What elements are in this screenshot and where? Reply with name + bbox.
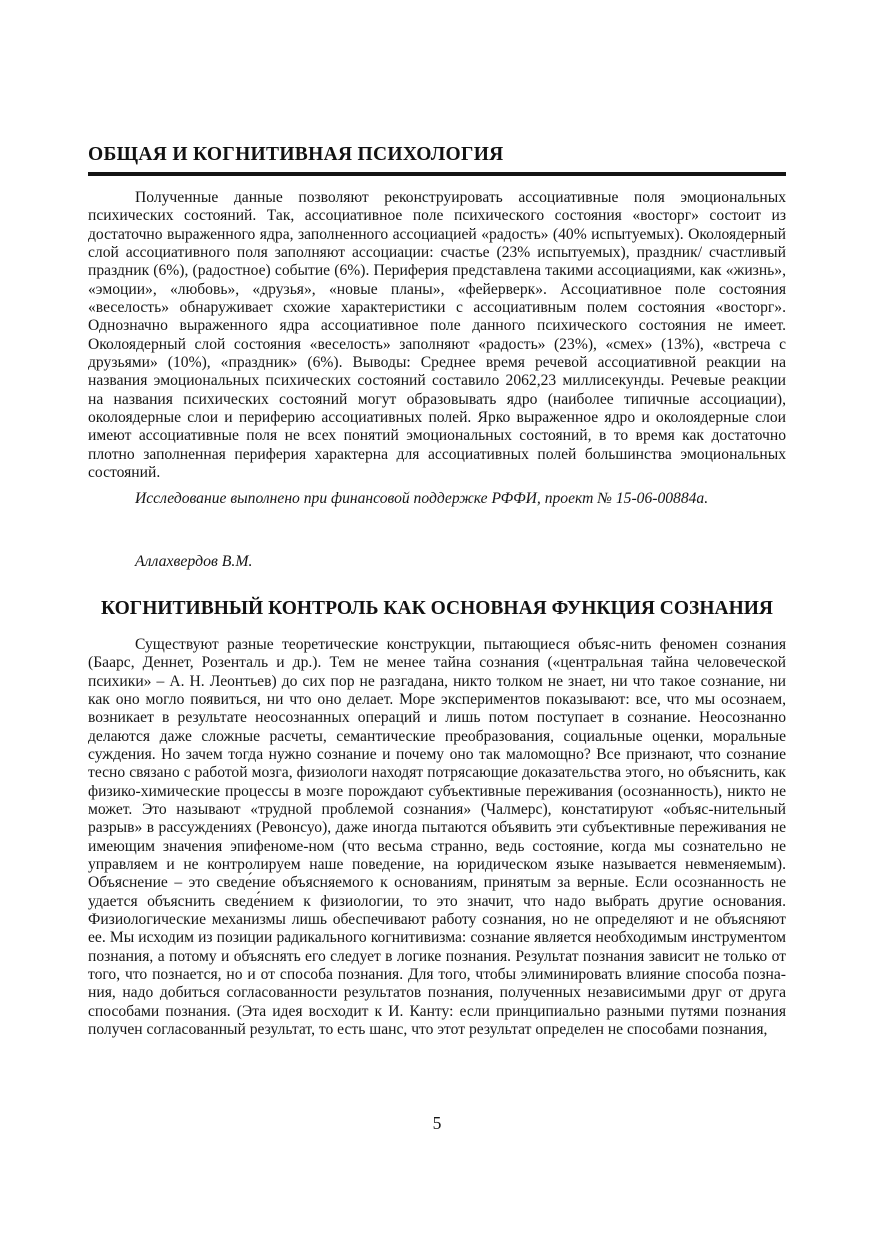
page-number: 5 [432,1113,442,1133]
header-rule [88,172,786,176]
article-paragraph: Существуют разные теоретические конструкции, пытающиеся объяс-нить феномен сознания (Баарс, Деннет, Розенталь и др.). Тем не менее тайна сознания («центральная тайна человеческой психики» – А. Н. Леонтьев) до сих пор не разгадана, никто толком не знает, ни что такое сознание, ни как оно могло появиться, ни что оно делает. Море экспериментов показывают: все, что мы осознаем, возникает в результате неосознанных операций и лишь потом поступает в сознание. Неосознанно делаются даже сложные расчеты, семантические преобразования, социальные оценки, моральные суждения. Но зачем тогда нужно сознание и почему оно так маломощно? Все признают, что сознание тесно связано с работой мозга, физиологи находят потрясающие доказательства этого, но объяснить, как физико-химические процессы в мозге порождают субъективные переживания (осознанность), никто не может. Это называют «трудной проблемой сознания» (Чалмерс), констатируют «объяс-нительный разрыв» в рассуждениях (Ревонсуо), даже иногда пытаются объявить эти субъективные переживания не имеющим значения эпифеноме-ном (что весьма странно, ведь состояние, когда мы сознательно не управляем и не контролируем наше поведение, на юридическом языке называется невменяемым). Объяснение – это сведе́ние объясняемого к основаниям, принятым за верные. Если осознанность не удается объяснить сведе́нием к физиологии, то это значит, что надо выбрать другие основания. Физиологические механизмы лишь обеспечивают работу сознания, но не определяют и не объясняют ее. Мы исходим из позиции радикального когнитивизма: сознание является необходимым инструментом познания, а потому и объяснять его следует в логике познания. Результат познания зависит не только от того, что познается, но и от способа познания. Для того, чтобы элиминировать влияние способа позна-ния, надо добиться согласованности результатов познания, полученных независимыми друг от друга способами познания. (Эта идея восходит к И. Канту: если принципиально разными путями познания получен согласованный результат, то есть шанс, что этот результат определен не способами познания, [88,635,786,1039]
funding-note: Исследование выполнено при финансовой поддержке РФФИ, проект № 15-06-00884а. [135,489,709,507]
text-block [88,143,786,1039]
previous-article-paragraph: Полученные данные позволяют реконструировать ассоциативные поля эмоциональных психических состояний. Так, ассоциативное поле психического состояния «восторг» состоит из достаточно выраженного ядра, заполненного ассоциацией «радость» (40% испытуемых). Околоядерный слой ассоциативного поля заполняют ассоциации: счастье (23% испытуемых), праздник/ счастливый праздник (6%), (радостное) событие (6%). Периферия представлена такими ассоциациями, как «жизнь», «эмоции», «любовь», «друзья», «новые планы», «фейерверк». Ассоциативное поле состояния «веселость» обнаруживает схожие характеристики с ассоциативным полем состояния «восторг». Однозначно выраженного ядра ассоциативное поле данного психического состояния не имеет. Околоядерный слой состояния «веселость» заполняют «радость» (23%), «смех» (13%), «встреча с друзьями» (10%), «праздник» (6%). Выводы: Среднее время речевой ассоциативной реакции на названия эмоциональных психических состояний составило 2062,23 миллисекунды. Речевые реакции на названия психических состояний могут образовывать ядро (наиболее типичные ассоциации), околоядерные слои и периферию ассоциативных полей. Ярко выраженное ядро и околоядерные слои имеют ассоциативные поля не всех понятий эмоциональных состояний, в то время как достаточно плотно заполненная периферия характерна для ассоциативных полей большинства эмоциональных состояний. [88,189,786,482]
article-title: КОГНИТИВНЫЙ КОНТРОЛЬ КАК ОСНОВНАЯ ФУНКЦИЯ СОЗНАНИЯ [100,597,774,619]
author-name: Аллахвердов В.М. [135,552,253,570]
section-header: ОБЩАЯ И КОГНИТИВНАЯ ПСИХОЛОГИЯ [88,144,504,165]
